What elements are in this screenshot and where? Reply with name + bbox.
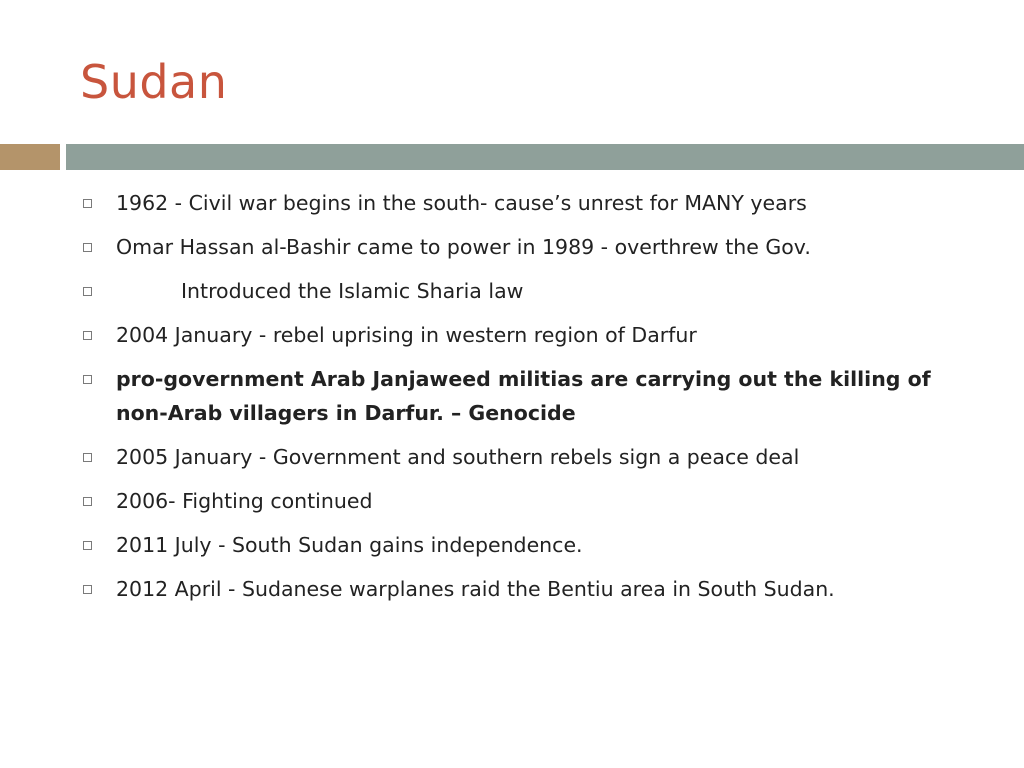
bullet-item [78, 186, 978, 220]
bullet-item [78, 230, 978, 264]
title-band [66, 144, 1024, 170]
hollow-square-icon [83, 199, 92, 208]
hollow-square-icon [83, 375, 92, 384]
bullet-item [78, 362, 978, 430]
hollow-square-icon [83, 585, 92, 594]
bullet-text: 2011 July - South Sudan gains independence. [116, 533, 583, 557]
hollow-square-icon [83, 541, 92, 550]
bullet-item [78, 484, 978, 518]
bullet-item [78, 572, 978, 606]
bullet-text: 1962 - Civil war begins in the south- cause’s unrest for MANY years [116, 191, 807, 215]
bullet-text: 2012 April - Sudanese warplanes raid the Bentiu area in South Sudan. [116, 577, 835, 601]
bullet-text: Omar Hassan al-Bashir came to power in 1989 - overthrew the Gov. [116, 235, 811, 259]
hollow-square-icon [83, 287, 92, 296]
bullet-text: Introduced the Islamic Sharia law [181, 279, 524, 303]
hollow-square-icon [83, 243, 92, 252]
title-band-accent [0, 144, 60, 170]
bullet-list [78, 186, 978, 616]
bullet-item [78, 274, 978, 308]
bullet-text: 2005 January - Government and southern rebels sign a peace deal [116, 445, 800, 469]
hollow-square-icon [83, 453, 92, 462]
slide-title: Sudan [80, 55, 228, 109]
hollow-square-icon [83, 331, 92, 340]
bullet-text: pro-government Arab Janjaweed militias are carrying out the killing of non-Arab villagers in Darfur. – Genocide [116, 367, 931, 425]
bullet-text: 2004 January - rebel uprising in western region of Darfur [116, 323, 697, 347]
hollow-square-icon [83, 497, 92, 506]
bullet-item [78, 528, 978, 562]
bullet-item [78, 318, 978, 352]
bullet-text: 2006- Fighting continued [116, 489, 373, 513]
bullet-item [78, 440, 978, 474]
